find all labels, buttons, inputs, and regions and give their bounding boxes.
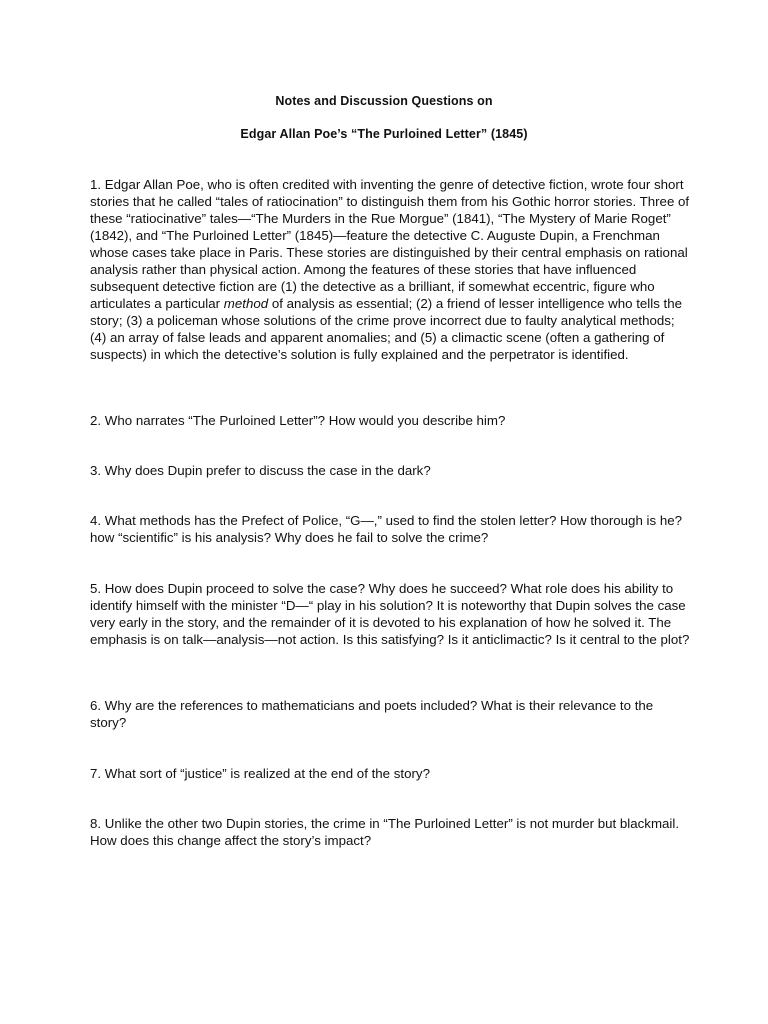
intro-italic-word: method — [223, 296, 269, 311]
intro-text-end: of analysis as essential; (2) a friend of lesser intelligence who tells the story; (3) a policeman whose solutions of the crime prove incorrect due to faulty analytical methods; (4) an array of false leads and apparent anomalies; and (5) a climactic scene (often a gathering of suspects) in which the detective’s solution is fully explained and the perpetrator is identified. — [90, 296, 683, 362]
document-subtitle: Edgar Allan Poe’s “The Purloined Letter” (1845) — [240, 127, 528, 141]
question-7: 7. What sort of “justice” is realized at the end of the story? — [90, 766, 430, 781]
question-3: 3. Why does Dupin prefer to discuss the case in the dark? — [90, 463, 431, 478]
question-6: 6. Why are the references to mathematicians and poets included? What is their relevance to the story? — [90, 698, 654, 730]
intro-text-start: 1. Edgar Allan Poe, who is often credited with inventing the genre of detective fiction, wrote four short stories that he called “tales of ratiocination” to distinguish them from his Gothic horror stories. Three of these “ratiocinative” tales—“The Murders in the Rue Morgue” (1841), “The Mystery of Marie Roget” (1842), and “The Purloined Letter” (1845)—feature the detective C. Auguste Dupin, a Frenchman whose cases take place in Paris. These stories are distinguished by their central emphasis on rational analysis rather than physical action. Among the features of these stories that have influenced subsequent detective fiction are (1) the detective as a brilliant, if somewhat eccentric, figure who articulates a particular — [90, 177, 690, 311]
question-4: 4. What methods has the Prefect of Police, “G—,” used to find the stolen letter? How thorough is he? how “scientific” is his analysis? Why does he fail to solve the crime? — [90, 513, 683, 545]
question-8: 8. Unlike the other two Dupin stories, the crime in “The Purloined Letter” is not murder but blackmail. How does this change affect the story’s impact? — [90, 816, 680, 848]
document-title: Notes and Discussion Questions on — [275, 94, 493, 108]
question-2: 2. Who narrates “The Purloined Letter”? How would you describe him? — [90, 413, 506, 428]
intro-paragraph — [90, 176, 690, 363]
question-5: 5. How does Dupin proceed to solve the case? Why does he succeed? What role does his ability to identify himself with the minister “D—“ play in his solution? It is noteworthy that Dupin solves the case very early in the story, and the remainder of it is devoted to his explanation of how he solved it. The emphasis is on talk—analysis—not action. Is this satisfying? Is it anticlimactic? Is it central to the plot? — [90, 581, 690, 647]
